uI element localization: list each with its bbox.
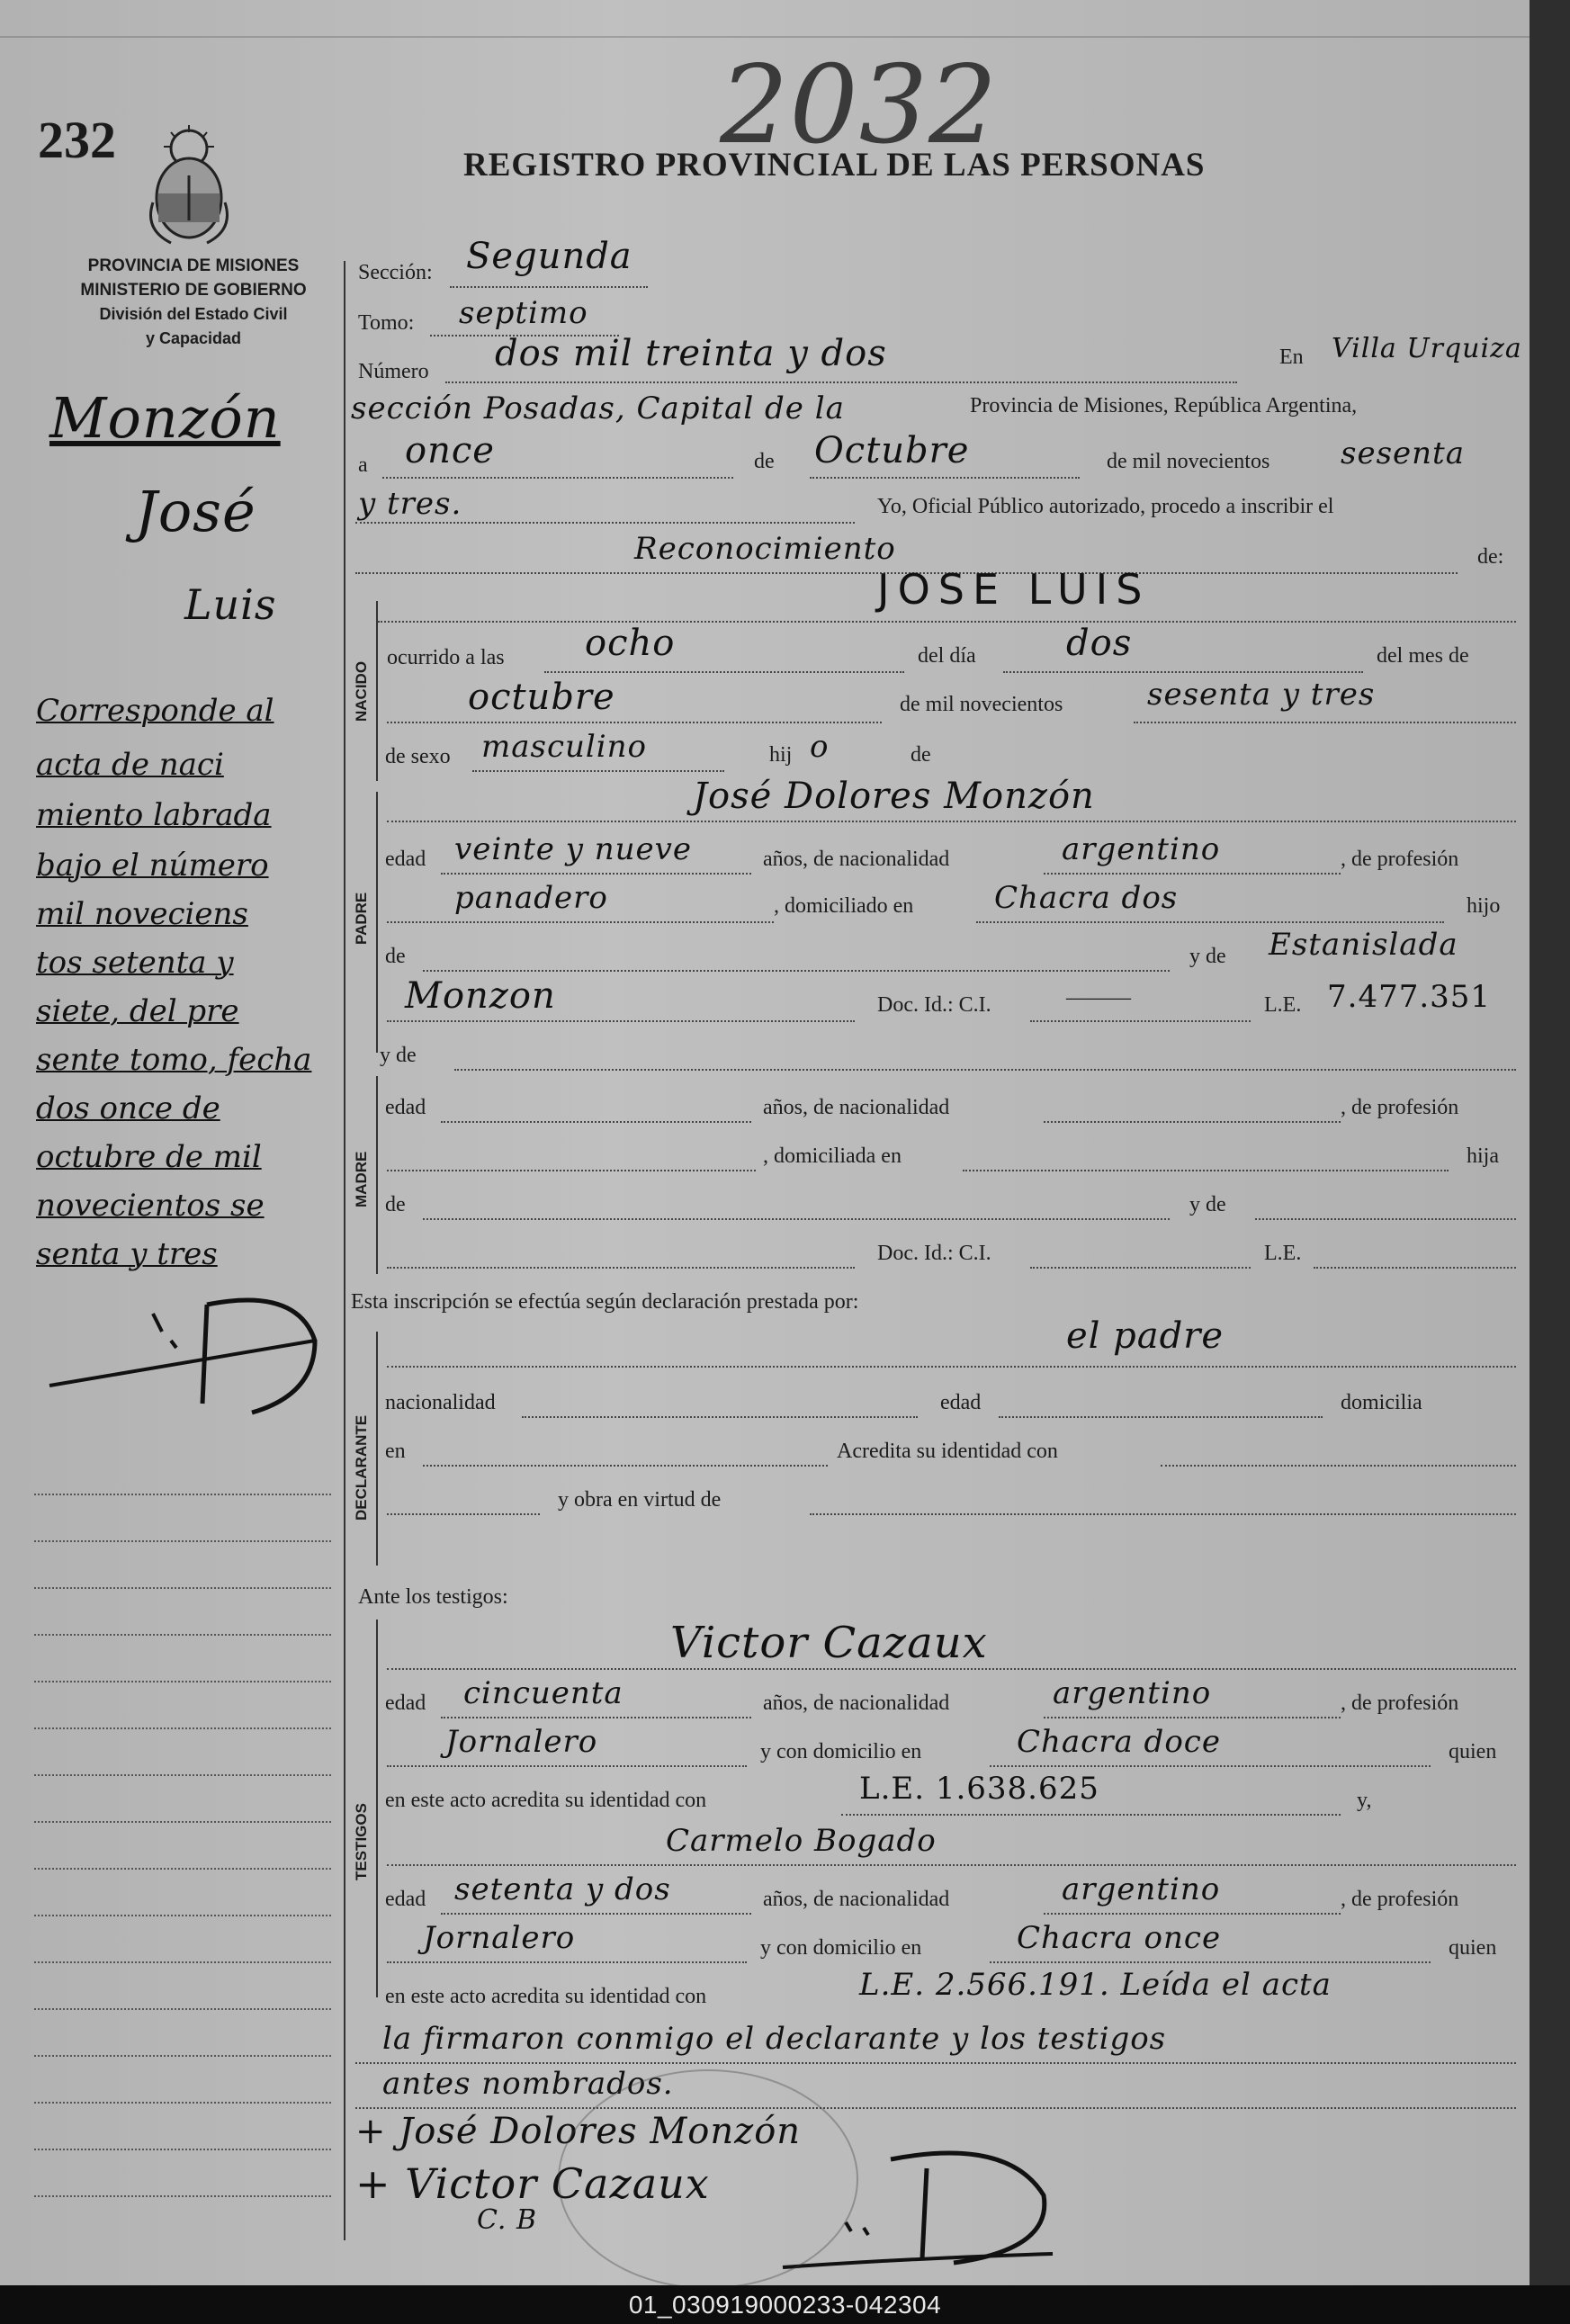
- margin-given-name-2: Luis: [184, 580, 277, 629]
- top-margin: [0, 0, 1530, 38]
- acto-value: Reconocimiento: [634, 531, 896, 567]
- declarante-line: [387, 1366, 1516, 1368]
- margin-note-line: siete, del pre: [36, 993, 239, 1029]
- day-value: once: [405, 430, 495, 471]
- del-mes-label: del mes de: [1377, 644, 1469, 668]
- margin-note-line: sente tomo, fecha: [36, 1042, 312, 1078]
- margin-surname: Monzón: [49, 385, 281, 451]
- madre-nacionalidad-label: años, de nacionalidad: [763, 1096, 950, 1119]
- padre-edad-label: edad: [385, 848, 426, 871]
- padre-le-value: 7.477.351: [1327, 979, 1492, 1015]
- margin-note-line: bajo el número: [36, 848, 269, 884]
- testigo-2-name-line: [387, 1864, 1516, 1866]
- name-line: [378, 621, 1516, 623]
- month-value: Octubre: [814, 430, 970, 471]
- madre-hija-label: hija: [1467, 1144, 1499, 1168]
- madre-y-de2-label: y de: [1189, 1193, 1226, 1216]
- authority-line-2: MINISTERIO DE GOBIERNO: [80, 281, 307, 300]
- margin-rule: [34, 1961, 331, 1963]
- closing-line-2-rule: [355, 2107, 1516, 2109]
- madre-doc-label: Doc. Id.: C.I.: [877, 1242, 991, 1265]
- de-mil-text: de mil novecientos: [1107, 450, 1270, 473]
- testigo-1-profesion-line: [387, 1765, 747, 1767]
- declarante-nacionalidad-label: nacionalidad: [385, 1391, 496, 1414]
- testigo-2-domicilio-line: [990, 1961, 1431, 1963]
- padre-bracket: [376, 792, 378, 1053]
- testigo-1-domicilio-label: y con domicilio en: [760, 1740, 922, 1763]
- margin-given-name-1: José: [135, 479, 256, 544]
- mes-line: [387, 722, 882, 723]
- margin-rule: [34, 1587, 331, 1589]
- margin-rule: [34, 2008, 331, 2010]
- de-label: de: [754, 450, 775, 473]
- anio-line: [1134, 722, 1516, 723]
- ocurrido-label: ocurrido a las: [387, 646, 505, 669]
- testigo-2-nacionalidad-label: años, de nacionalidad: [763, 1888, 950, 1911]
- hij-value: o: [810, 729, 830, 765]
- de-mil-label: de mil novecientos: [900, 693, 1063, 716]
- padre-doc-label: Doc. Id.: C.I.: [877, 993, 991, 1017]
- declarante-obra-line: [810, 1513, 1516, 1515]
- padre-surname-value: Monzon: [405, 975, 556, 1017]
- madre-domiciliada-label: , domiciliada en: [763, 1144, 902, 1168]
- declarante-value: el padre: [1066, 1315, 1225, 1357]
- seccion-label: Sección:: [358, 261, 433, 284]
- image-id-bar: [0, 2285, 1570, 2324]
- provincia-text: Provincia de Misiones, República Argentina,: [970, 394, 1358, 417]
- margin-rule: [34, 1540, 331, 1542]
- authority-line-3: División del Estado Civil: [99, 305, 288, 323]
- margin-note-line: novecientos se: [36, 1188, 265, 1224]
- authority-line-4: y Capacidad: [145, 329, 242, 347]
- signature-1: + José Dolores Monzón: [355, 2111, 802, 2152]
- margin-rule: [34, 2055, 331, 2057]
- dia-line: [1003, 671, 1363, 673]
- padre-abuela-value: Estanislada: [1269, 927, 1458, 963]
- madre-y-de-label: y de: [380, 1044, 417, 1067]
- declarante-en-label: en: [385, 1440, 406, 1463]
- padre-abuelo-line: [423, 970, 1170, 972]
- declaracion-text: Esta inscripción se efectúa según declaración prestada por:: [351, 1290, 859, 1314]
- margin-rule: [34, 1681, 331, 1682]
- testigo-1-quien-label: quien: [1449, 1740, 1497, 1763]
- padre-domiciliado-label: , domiciliado en: [774, 894, 914, 918]
- authority-line-1: PROVINCIA DE MISIONES: [87, 256, 300, 275]
- declarante-nacionalidad-line: [522, 1416, 918, 1418]
- testigos-side-label: TESTIGOS: [353, 1803, 370, 1880]
- testigo-2-nacionalidad-value: argentino: [1062, 1871, 1221, 1907]
- madre-name-line: [454, 1069, 1516, 1071]
- testigo-2-nacionalidad-line: [1044, 1913, 1341, 1915]
- madre-edad-line: [441, 1121, 751, 1123]
- padre-edad-line: [441, 873, 751, 875]
- padre-domicilio-value: Chacra dos: [994, 880, 1179, 916]
- testigo-2-profesion-label: , de profesión: [1341, 1888, 1459, 1911]
- sexo-line: [472, 770, 724, 772]
- testigo-2-domicilio-value: Chacra once: [1017, 1920, 1222, 1956]
- month-line: [810, 477, 1080, 479]
- oficial-text: Yo, Oficial Público autorizado, procedo a inscribir el: [877, 495, 1334, 518]
- a-label: a: [358, 453, 368, 477]
- mes-value: octubre: [468, 677, 615, 718]
- registered-name: JOSE LUIS: [877, 565, 1151, 614]
- testigo-2-edad-value: setenta y dos: [454, 1871, 671, 1907]
- padre-name-line: [387, 821, 1516, 822]
- padre-nacionalidad-label: años, de nacionalidad: [763, 848, 950, 871]
- madre-le-label: L.E.: [1264, 1242, 1302, 1265]
- margin-note-line: miento labrada: [36, 797, 272, 833]
- de-colon: de:: [1477, 545, 1504, 569]
- madre-profesion-label: , de profesión: [1341, 1096, 1459, 1119]
- declarante-obra-line-a: [387, 1513, 540, 1515]
- anio-value: sesenta y tres: [1147, 677, 1376, 713]
- dia-value: dos: [1066, 623, 1133, 664]
- margin-note-line: tos setenta y: [36, 945, 234, 981]
- testigo-2-edad-line: [441, 1913, 751, 1915]
- margin-rule: [34, 1821, 331, 1823]
- image-id-text: 01_030919000233-042304: [628, 2290, 942, 2319]
- argentina-coat-of-arms-icon: [144, 121, 234, 247]
- padre-domicilio-line: [976, 921, 1444, 923]
- declarante-en-line: [423, 1465, 828, 1467]
- page-title: REGISTRO PROVINCIAL DE LAS PERSONAS: [463, 147, 1206, 184]
- day-line: [382, 477, 733, 479]
- margin-note-line: Corresponde al: [36, 693, 274, 729]
- folio-number: 2032: [720, 43, 999, 168]
- closing-line-1-rule: [355, 2062, 1516, 2064]
- testigo-2-profesion-value: Jornalero: [423, 1920, 576, 1956]
- signature-initials: C. B: [477, 2204, 538, 2236]
- padre-nacionalidad-line: [1044, 873, 1341, 875]
- margin-rule: [34, 2102, 331, 2104]
- testigo-2-edad-label: edad: [385, 1888, 426, 1911]
- margin-rule: [34, 1868, 331, 1870]
- padre-profesion-line: [387, 921, 774, 923]
- testigo-1-domicilio-value: Chacra doce: [1017, 1724, 1221, 1760]
- padre-side-label: PADRE: [353, 892, 370, 945]
- testigo-1-name: Victor Cazaux: [670, 1618, 988, 1668]
- madre-abuelo-line: [423, 1218, 1170, 1220]
- tomo-value: septimo: [459, 295, 588, 331]
- testigos-bracket: [376, 1620, 378, 1997]
- padre-de-label: de: [385, 945, 406, 968]
- padre-edad-value: veinte y nueve: [454, 831, 692, 867]
- testigo-2-profesion-line: [387, 1961, 747, 1963]
- margin-signature-mark: [45, 1278, 333, 1431]
- hij-de-label: de: [911, 743, 931, 767]
- testigo-1-nacionalidad-line: [1044, 1717, 1341, 1718]
- testigo-1-edad-line: [441, 1717, 751, 1718]
- year-value-2: y tres.: [358, 486, 462, 522]
- declarante-acredita-line: [1161, 1465, 1516, 1467]
- padre-profesion-value: panadero: [454, 880, 608, 916]
- madre-doc-line: [1030, 1267, 1251, 1269]
- padre-le-label: L.E.: [1264, 993, 1302, 1017]
- scan-edge: [1530, 0, 1570, 2324]
- madre-nacionalidad-line: [1044, 1121, 1341, 1123]
- testigo-1-profesion-value: Jornalero: [445, 1724, 598, 1760]
- declarante-domicilia-label: domicilia: [1341, 1391, 1422, 1414]
- madre-side-label: MADRE: [353, 1151, 370, 1207]
- tomo-label: Tomo:: [358, 311, 415, 335]
- testigo-1-nacionalidad-value: argentino: [1053, 1675, 1212, 1711]
- declarante-side-label: DECLARANTE: [353, 1414, 370, 1521]
- testigo-1-y-label: y,: [1357, 1789, 1372, 1812]
- testigo-2-quien-label: quien: [1449, 1936, 1497, 1960]
- margin-rule: [34, 1494, 331, 1495]
- del-dia-label: del día: [918, 644, 976, 668]
- testigo-1-edad-value: cincuenta: [463, 1675, 624, 1711]
- closing-line-2: antes nombrados.: [382, 2066, 674, 2102]
- madre-de-label: de: [385, 1193, 406, 1216]
- declarante-edad-label: edad: [940, 1391, 982, 1414]
- margin-note-line: dos once de: [36, 1090, 220, 1126]
- testigo-2-acredita-label: en este acto acredita su identidad con: [385, 1985, 707, 2008]
- testigo-1-acredita-label: en este acto acredita su identidad con: [385, 1789, 707, 1812]
- testigo-2-doc-value: L.E. 2.566.191. Leída el acta: [859, 1967, 1332, 2003]
- seccion-value: Segunda: [466, 236, 632, 277]
- numero-line: [445, 381, 1237, 383]
- testigo-1-name-line: [387, 1668, 1516, 1670]
- signature-2: + Victor Cazaux: [355, 2159, 710, 2208]
- madre-profesion-line: [387, 1170, 756, 1171]
- hora-value: ocho: [585, 623, 676, 664]
- padre-nacionalidad-value: argentino: [1062, 831, 1221, 867]
- margin-note-line: acta de naci: [36, 747, 224, 783]
- madre-bracket: [376, 1076, 378, 1274]
- margin-rule: [34, 1727, 331, 1729]
- margin-rule: [34, 1634, 331, 1636]
- place-value: sección Posadas, Capital de la: [351, 390, 845, 426]
- nacido-side-label: NACIDO: [353, 660, 370, 722]
- margin-rule: [34, 2149, 331, 2150]
- stamp-number: 232: [38, 111, 116, 169]
- margin-rule: [34, 1774, 331, 1776]
- testigo-2-domicilio-label: y con domicilio en: [760, 1936, 922, 1960]
- year-value: sesenta: [1341, 435, 1465, 471]
- margin-rule: [34, 2195, 331, 2197]
- numero-label: Número: [358, 360, 429, 383]
- en-value: Villa Urquiza: [1332, 333, 1522, 364]
- official-seal-stamp: [558, 2069, 858, 2289]
- padre-profesion-label: , de profesión: [1341, 848, 1459, 871]
- margin-note-line: octubre de mil: [36, 1139, 262, 1175]
- declarante-obra-label: y obra en virtud de: [558, 1488, 722, 1512]
- madre-surname-line: [387, 1267, 855, 1269]
- hora-line: [544, 671, 904, 673]
- madre-le-line: [1314, 1267, 1516, 1269]
- madre-domicilio-line: [963, 1170, 1449, 1171]
- sexo-label: de sexo: [385, 745, 451, 768]
- ante-testigos-text: Ante los testigos:: [358, 1585, 508, 1609]
- testigo-1-nacionalidad-label: años, de nacionalidad: [763, 1691, 950, 1715]
- madre-edad-label: edad: [385, 1096, 426, 1119]
- margin-divider: [344, 261, 345, 2240]
- testigo-1-doc-value: L.E. 1.638.625: [859, 1771, 1099, 1807]
- margin-note-line: mil noveciens: [36, 896, 248, 932]
- padre-surname-line: [387, 1020, 855, 1022]
- hij-label: hij: [769, 743, 793, 767]
- numero-value: dos mil treinta y dos: [495, 333, 887, 374]
- padre-y-de-label: y de: [1189, 945, 1226, 968]
- issuing-authority: [49, 254, 337, 351]
- margin-note-line: senta y tres: [36, 1236, 218, 1272]
- padre-name: José Dolores Monzón: [693, 776, 1095, 817]
- closing-line-1: la firmaron conmigo el declarante y los testigos: [382, 2021, 1167, 2057]
- nacido-bracket: [376, 601, 378, 781]
- declarante-bracket: [376, 1332, 378, 1566]
- testigo-1-edad-label: edad: [385, 1691, 426, 1715]
- testigo-1-domicilio-line: [990, 1765, 1431, 1767]
- testigo-1-profesion-label: , de profesión: [1341, 1691, 1459, 1715]
- en-label: En: [1279, 345, 1304, 369]
- year-line-2: [355, 522, 855, 524]
- declarante-acredita-label: Acredita su identidad con: [837, 1440, 1058, 1463]
- declarante-edad-line: [999, 1416, 1323, 1418]
- padre-doc-value: ———: [1066, 986, 1131, 1009]
- testigo-1-doc-line: [841, 1814, 1341, 1816]
- sexo-value: masculino: [481, 729, 648, 765]
- margin-rule: [34, 1915, 331, 1916]
- padre-hijo-label: hijo: [1467, 894, 1501, 918]
- madre-abuela-line: [1255, 1218, 1516, 1220]
- seccion-line: [450, 286, 648, 288]
- padre-doc-line: [1030, 1020, 1251, 1022]
- testigo-2-name: Carmelo Bogado: [666, 1823, 937, 1859]
